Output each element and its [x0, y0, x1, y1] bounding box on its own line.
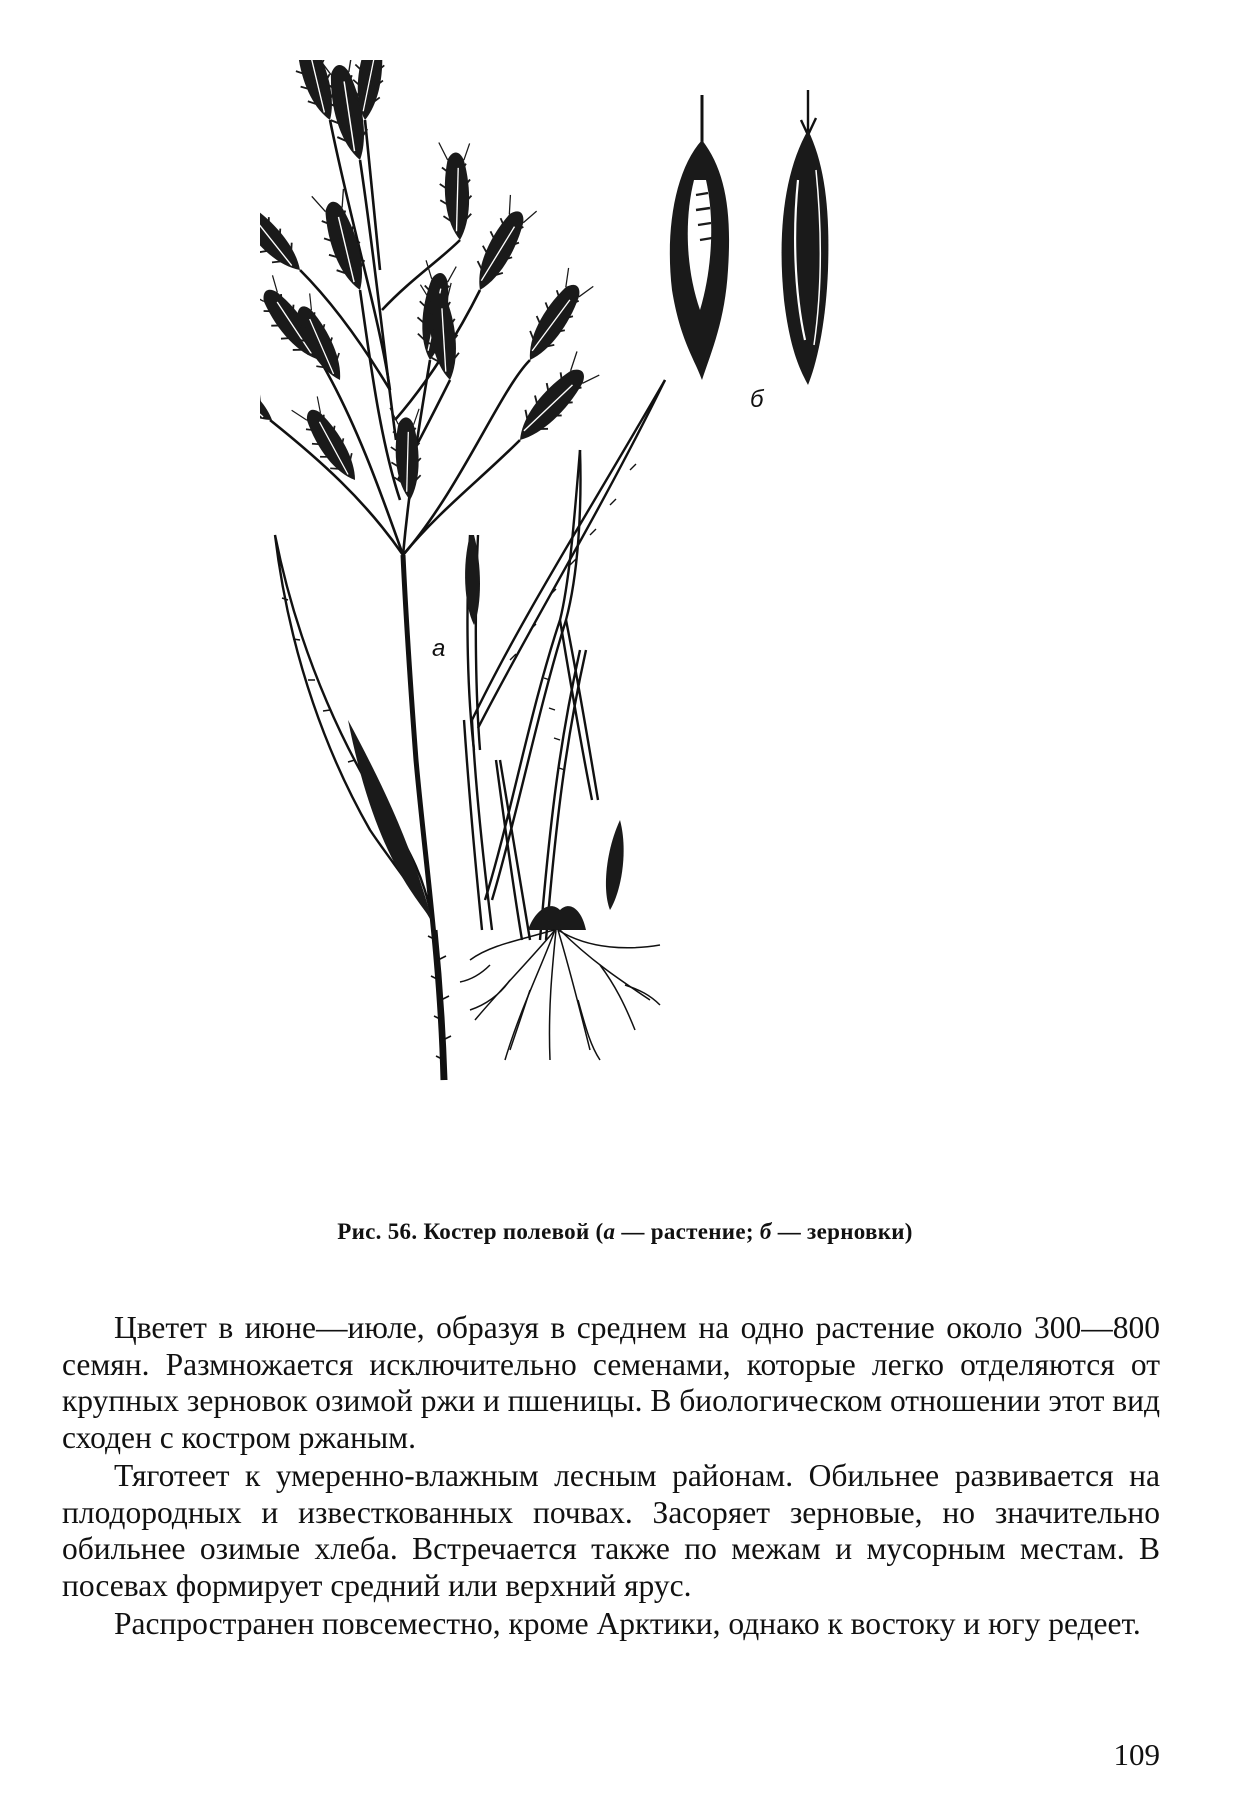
body-text [62, 1310, 1160, 1645]
paragraph-1: Цветет в июне—июле, образуя в среднем на одно растение около 300—800 семян. Размножается исключительно семенами, которые легко отделяются от крупных зерновок озимой ржи и пшеницы. В биологическом отношении этот вид сходен с костром ржаным. [62, 1310, 1160, 1455]
page-number: 109 [1113, 1737, 1160, 1772]
plant-drawing [260, 60, 665, 1080]
caption-a: а [603, 1219, 616, 1244]
figure-label-a: а [432, 635, 446, 662]
paragraph-3: Распространен повсеместно, кроме Арктики, однако к востоку и югу редеет. [114, 1606, 1141, 1641]
figure-plant-illustration [260, 60, 1020, 1200]
caption-b: б [759, 1219, 772, 1244]
grains-drawing [670, 90, 829, 385]
paragraph-2: Тяготеет к умеренно-влажным лесным районам. Обильнее развивается на плодородных и известкованных почвах. Засоряет зерновые, но значительно обильнее озимые хлеба. Встречается также по межам и мусорным местам. В посевах формирует средний или верхний ярус. [62, 1458, 1160, 1603]
caption-b-text: — зерновки) [771, 1219, 913, 1244]
figure-label-b: б [750, 386, 764, 413]
figure-caption [0, 1219, 1250, 1245]
caption-prefix: Рис. 56. Костер полевой ( [337, 1219, 604, 1244]
caption-a-text: — растение; [615, 1219, 760, 1244]
